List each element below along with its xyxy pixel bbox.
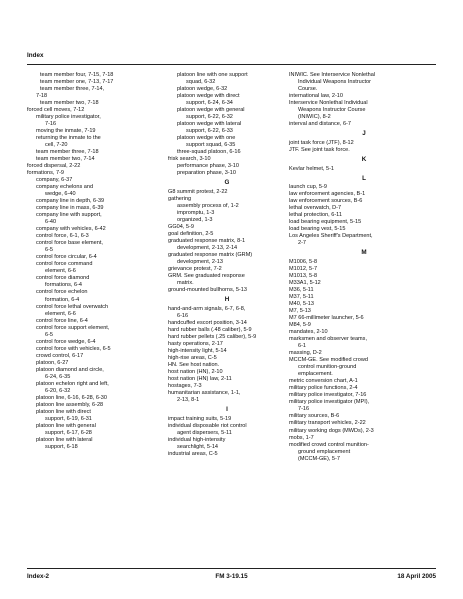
index-entry: goal definition, 2-5 [168, 231, 214, 238]
index-entry: M1013, 5-8 [289, 273, 318, 280]
index-entry: industrial areas, C-5 [168, 450, 218, 457]
index-entry: team member four, 7-15, 7-18 [40, 72, 114, 78]
index-entry: load bearing equipment, 5-15 [289, 219, 362, 226]
index-section-letter: J [362, 130, 366, 138]
index-entry: M7 66-millimeter launcher, 5-6 [289, 315, 364, 322]
index-entry: hard rubber pellets (.25 caliber), 5-9 [168, 333, 257, 340]
index-entry: control force lethal overwatch [36, 303, 109, 310]
index-entry: individual disposable riot control [168, 422, 247, 429]
index-entry: military police functions, 2-4 [289, 385, 358, 392]
index-entry: grievance protest, 7-2 [168, 266, 222, 273]
index-entry: 6-5 [45, 247, 54, 254]
index-entry: host nation (HN) law, 2-11 [168, 376, 232, 383]
index-entry: Los Angeles Sheriff's Department, [289, 233, 373, 240]
index-entry: control force command [36, 261, 93, 268]
index-entry: support squad, 6-35 [186, 142, 236, 149]
index-entry: Kevlar helmet, 5-1 [289, 165, 335, 172]
index-entry: company line in depth, 6-39 [36, 198, 105, 205]
index-entry: Weapons Instructor Course [298, 107, 366, 114]
index-entry: M7, 5-13 [289, 308, 311, 315]
index-entry: hand-and-arm signals, 6-7, 6-8, [168, 305, 246, 312]
index-entry: platoon echelon right and left, [36, 380, 109, 387]
index-entry: 2-7 [298, 240, 307, 247]
index-entry: military police investigator, 7-16 [289, 392, 367, 399]
index-entry: element, 6-6 [45, 268, 76, 275]
index-entry: emplacement. [298, 371, 333, 378]
index-entry: forced dispersal, 2-22 [27, 163, 81, 170]
index-entry: 7-16 [298, 406, 310, 413]
index-entry: platoon wedge with direct [177, 93, 240, 100]
index-entry: gathering [168, 195, 192, 202]
index-entry: host nation (HN), 2-10 [168, 369, 223, 376]
index-entry: lethal protection, 6-11 [289, 212, 342, 219]
index-column-middle [168, 72, 286, 458]
index-entry: control force line, 6-4 [36, 317, 88, 324]
index-entry: support, 6-19, 6-31 [45, 415, 92, 422]
index-entry: 6-5 [45, 331, 54, 338]
index-entry: 6-1 [298, 343, 307, 350]
index-entry: joint task force (JTF), 8-12 [289, 139, 354, 146]
index-entry: support, 6-22, 6-33 [186, 128, 233, 135]
index-entry: 6-40 [45, 219, 57, 226]
index-entry: Course. [298, 86, 318, 93]
index-entry: platoon line assembly, 6-28 [36, 401, 104, 408]
index-entry: military police investigator (MPI), [289, 399, 370, 406]
index-entry: control force, 6-1, 6-3 [36, 233, 89, 240]
index-column-left [27, 72, 164, 451]
index-entry: individual high-intensity [168, 436, 226, 443]
index-entry: 2-13, 8-1 [177, 397, 200, 404]
index-entry: graduated response matrix (GRM) [168, 252, 253, 259]
index-entry: military working dogs (MWDs), 2-3 [289, 427, 374, 434]
index-entry: international law, 2-10 [289, 93, 343, 100]
index-entry: M1006, 5-8 [289, 259, 318, 266]
index-entry: massing, D-2 [289, 350, 322, 357]
index-entry: Individual Weapons Instructor [298, 79, 371, 86]
index-entry: platoon line with direct [36, 408, 91, 415]
running-header: Index [27, 52, 44, 59]
index-entry: frisk search, 3-10 [168, 156, 211, 163]
index-entry: formations, 7-9 [27, 170, 64, 177]
footer-rule [27, 568, 436, 569]
index-entry: preparation phase, 3-10 [177, 170, 236, 177]
index-entry: team member two, 7-14 [36, 156, 95, 163]
index-entry: crowd control, 6-17 [36, 352, 84, 359]
index-entry: forced cell moves, 7-12 [27, 107, 85, 114]
index-entry: platoon wedge with one [177, 135, 236, 142]
index-entry: team member three, 7-18 [36, 149, 99, 156]
index-entry: 6-16 [177, 312, 189, 319]
index-entry: hard rubber balls (.48 caliber), 5-9 [168, 326, 252, 333]
index-section-letter: L [362, 174, 366, 182]
index-section-letter: I [226, 406, 228, 414]
index-entry: team member one, 7-13, 7-17 [40, 79, 114, 86]
index-entry: M84, 5-9 [289, 322, 311, 329]
index-entry: squad, 6-32 [186, 79, 216, 86]
index-entry: platoon line with one support [177, 72, 248, 78]
index-entry: matrix. [177, 280, 194, 287]
index-entry: platoon diamond and circle, [36, 366, 104, 373]
header-rule [27, 64, 436, 65]
index-entry: handcuffed escort position, 3-14 [168, 319, 247, 326]
index-entry: control force diamond [36, 275, 90, 282]
index-entry: element, 6-6 [45, 310, 76, 317]
index-entry: ground emplacement [298, 448, 351, 455]
index-entry: moving the inmate, 7-19 [36, 128, 96, 135]
index-entry: law enforcement agencies, B-1 [289, 191, 366, 198]
index-section-letter: M [361, 249, 367, 257]
index-entry: marksmen and observer teams, [289, 336, 367, 343]
index-entry: platoon line with general [36, 422, 96, 429]
index-section-letter: K [361, 155, 367, 163]
manual-number: FM 3-19.15 [215, 573, 248, 580]
index-entry: company, 6-37 [36, 177, 73, 184]
index-entry: Interservice Nonlethal Individual [289, 100, 368, 107]
index-entry: metric conversion chart, A-1 [289, 378, 358, 385]
index-entry: platoon line with lateral [36, 436, 93, 443]
index-entry: military sources, B-6 [289, 413, 340, 420]
index-entry: interval and distance, 6-7 [289, 121, 351, 128]
index-entry: company with vehicles, 6-42 [36, 226, 106, 233]
index-entry: (INIWIC), 8-2 [298, 114, 331, 121]
index-entry: control force wedge, 6-4 [36, 338, 96, 345]
index-entry: MCCM-GE. See modified crowd [289, 357, 368, 364]
index-entry: development, 2-13, 2-14 [177, 245, 238, 252]
index-entry: modified crowd control munition- [289, 441, 369, 448]
index-entry: G8 summit protest, 2-22 [168, 188, 228, 195]
index-entry: M40, 5-13 [289, 301, 314, 308]
index-entry: launch cup, 5-9 [289, 184, 327, 191]
index-entry: mandates, 2-10 [289, 329, 328, 336]
index-entry: 7-18 [36, 93, 48, 100]
index-entry: (MCCM-GE), 5-7 [298, 455, 340, 462]
index-section-letter: G [224, 179, 230, 187]
index-entry: team member two, 7-18 [40, 100, 99, 107]
index-entry: support, 6-18 [45, 443, 78, 450]
index-entry: high-intensity light, 5-14 [168, 347, 227, 354]
index-column-right [289, 72, 439, 463]
index-entry: 6-20, 6-32 [45, 387, 71, 394]
index-entry: load bearing vest, 5-15 [289, 226, 346, 233]
index-entry: company line in mass, 6-39 [36, 205, 104, 212]
index-entry: M36, 5-11 [289, 287, 314, 294]
index-entry: 6-24, 6-35 [45, 373, 71, 380]
index-entry: M33A1, 5-12 [289, 280, 321, 287]
index-entry: GRM. See graduated response [168, 273, 245, 280]
index-entry: support, 6-24, 6-34 [186, 100, 233, 107]
index-entry: control force with vehicles, 6-5 [36, 345, 111, 352]
index-entry: hasty operations, 2-17 [168, 340, 223, 347]
index-entry: HN. See host nation. [168, 362, 220, 368]
index-entry: mobs, 1-7 [289, 434, 314, 441]
index-entry: cell, 7-20 [45, 142, 68, 149]
index-entry: platoon wedge with lateral [177, 121, 242, 128]
index-entry: M37, 5-11 [289, 294, 314, 301]
index-entry: company echelons and [36, 184, 94, 191]
index-entry: support, 6-17, 6-28 [45, 429, 92, 436]
index-entry: JTF. See joint task force. [289, 146, 350, 153]
index-entry: control munition-ground [298, 364, 357, 371]
index-entry: agent dispersers, 5-11 [177, 429, 232, 436]
index-entry: returning the inmate to the [36, 135, 101, 142]
index-entry: control force circular, 6-4 [36, 254, 97, 261]
index-entry: high-rise areas, C-5 [168, 354, 217, 361]
index-entry: formation, 6-4 [45, 296, 80, 303]
page-number: Index-2 [27, 573, 50, 580]
index-entry: performance phase, 3-10 [177, 163, 239, 170]
index-entry: three-squad platoon, 6-16 [177, 149, 241, 156]
index-entry: team member three, 7-14, [40, 86, 105, 93]
index-entry: support, 6-22, 6-32 [186, 114, 233, 121]
index-entry: formations, 6-4 [45, 282, 82, 289]
index-entry: law enforcement sources, B-6 [289, 198, 363, 205]
index-entry: searchlight, 5-14 [177, 443, 219, 450]
index-entry: control force base element, [36, 240, 103, 247]
index-entry: hostages, 7-3 [168, 383, 202, 390]
index-entry: platoon wedge, 6-32 [177, 86, 228, 93]
index-entry: development, 2-13 [177, 259, 223, 266]
index-entry: impromptu, 1-3 [177, 209, 215, 216]
index-entry: INIWIC. See Interservice Nonlethal [289, 72, 376, 78]
index-entry: platoon line, 6-16, 6-28, 6-30 [36, 394, 107, 401]
index-entry: impact training suits, 5-19 [168, 415, 232, 422]
index-entry: M1012, 5-7 [289, 266, 318, 273]
index-entry: humanitarian assistance, 1-1, [168, 390, 241, 397]
index-entry: 7-16 [45, 121, 57, 128]
index-entry: platoon, 6-27 [36, 359, 69, 366]
index-entry: ground-mounted bullhorns, 5-13 [168, 287, 247, 294]
index-entry: platoon wedge with general [177, 107, 245, 114]
index-entry: military police investigator, [36, 114, 101, 121]
index-section-letter: H [224, 296, 230, 304]
index-entry: assembly process of, 1-2 [177, 202, 239, 209]
index-entry: organized, 1-3 [177, 217, 213, 223]
index-entry: military transport vehicles, 2-22 [289, 420, 366, 427]
index-entry: control force echelon [36, 289, 88, 296]
index-entry: control force support element, [36, 324, 110, 331]
index-entry: graduated response matrix, 8-1 [168, 238, 246, 245]
index-entry: lethal overwatch, D-7 [289, 205, 342, 212]
index-entry: company line with support, [36, 212, 102, 219]
index-entry: GG04, 5-9 [168, 224, 194, 231]
publication-date: 18 April 2005 [397, 573, 436, 580]
index-entry: wedge, 6-40 [45, 191, 76, 198]
